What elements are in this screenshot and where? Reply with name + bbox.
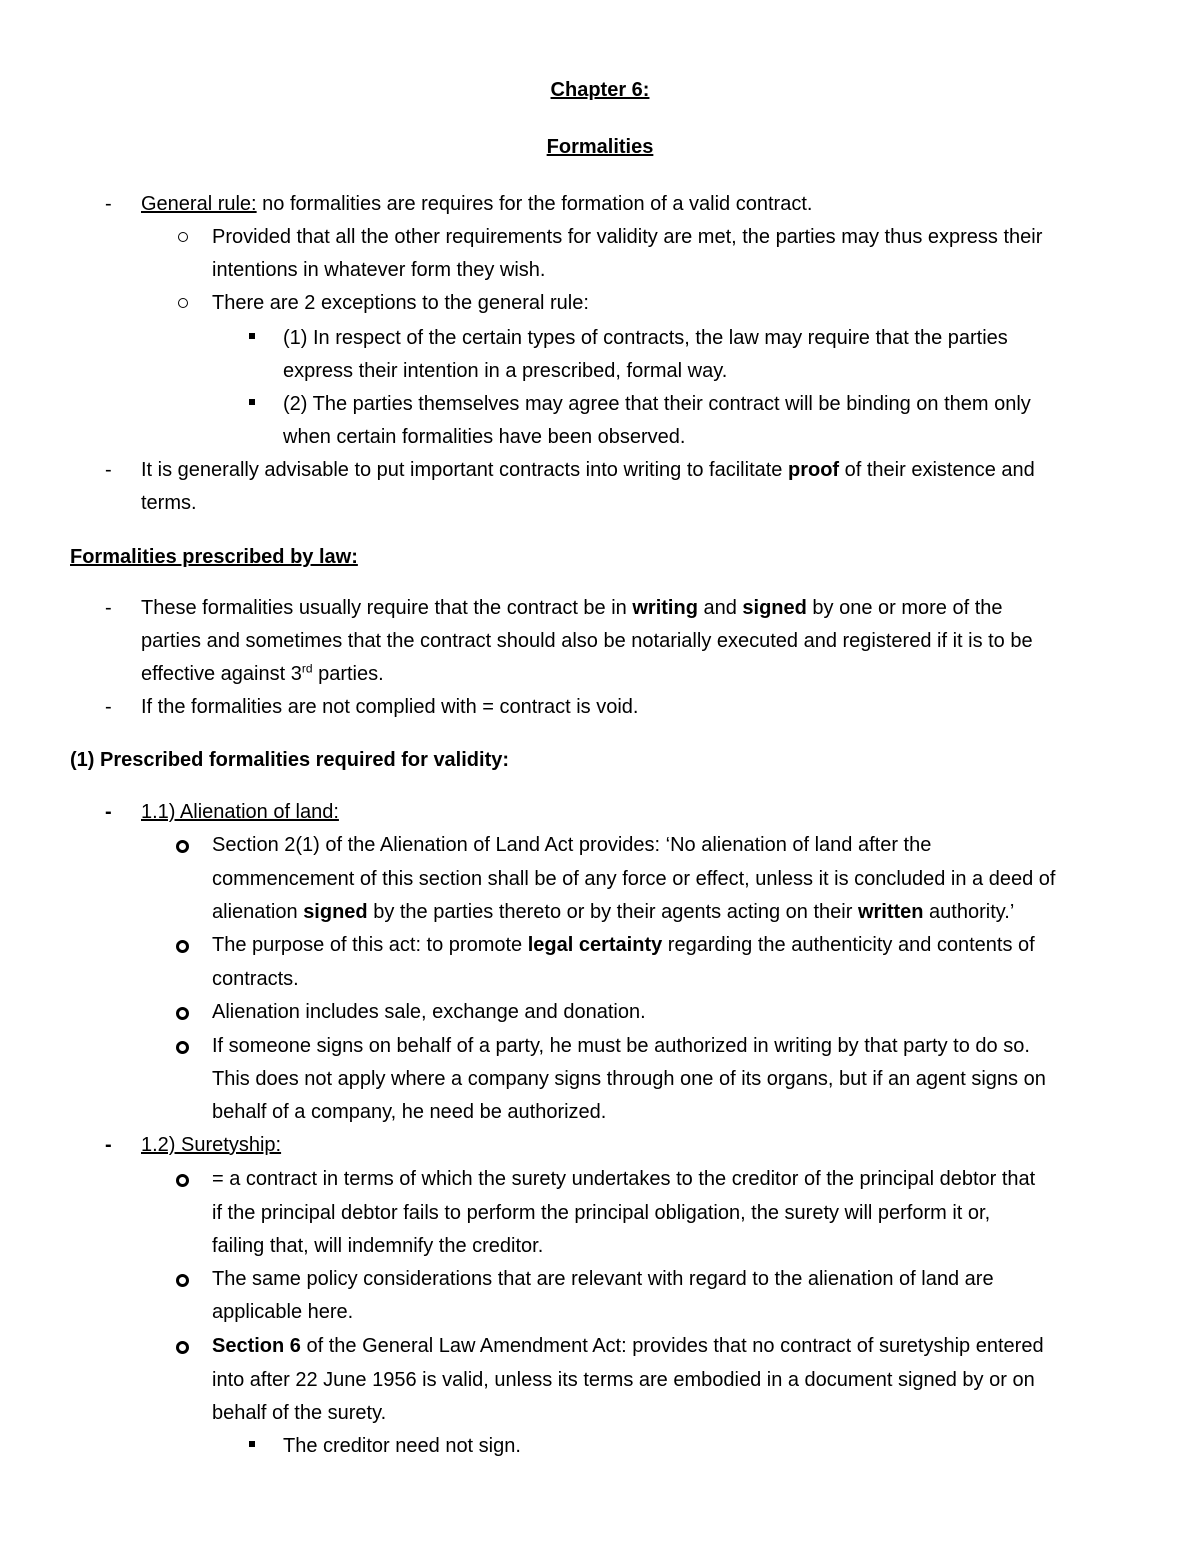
text-line: This does not apply where a company signs through one of its organs, but if an agent signs on <box>212 1068 1046 1090</box>
text-line: Provided that all the other requirements for validity are met, the parties may thus express their <box>212 226 1043 248</box>
text-line: if the principal debtor fails to perform the principal obligation, the surety will perform it or, <box>212 1202 991 1224</box>
text-line: terms. <box>141 492 197 514</box>
square-bullet <box>249 399 255 405</box>
bold-circle-bullet <box>176 1041 189 1054</box>
text-line: parties and sometimes that the contract should also be notarially executed and registered if it is to be <box>141 630 1033 652</box>
bold-circle-bullet <box>176 1274 189 1287</box>
text-line: applicable here. <box>212 1301 354 1323</box>
hollow-circle-bullet <box>178 298 188 308</box>
text-line: intentions in whatever form they wish. <box>212 259 546 281</box>
text-line: There are 2 exceptions to the general rule: <box>212 292 589 314</box>
bold-circle-bullet <box>176 1174 189 1187</box>
bold-circle-bullet <box>176 840 189 853</box>
text-line: into after 22 June 1956 is valid, unless its terms are embodied in a document signed by or on <box>212 1369 1035 1391</box>
text-line: behalf of a company, he need be authorized. <box>212 1101 607 1123</box>
bold-circle-bullet <box>176 1007 189 1020</box>
text-line: contracts. <box>212 968 299 990</box>
text-line: effective against 3rd parties. <box>141 661 384 685</box>
text-line: The purpose of this act: to promote legal certainty regarding the authenticity and contents of <box>212 934 1035 956</box>
square-bullet <box>249 333 255 339</box>
text-line: These formalities usually require that the contract be in writing and signed by one or more of the <box>141 597 1003 619</box>
text-line: express their intention in a prescribed, formal way. <box>283 360 728 382</box>
dash-bullet: - <box>105 1134 112 1156</box>
general-rule-line: General rule: no formalities are requires for the formation of a valid contract. <box>141 193 813 215</box>
text-line: The same policy considerations that are relevant with regard to the alienation of land are <box>212 1268 994 1290</box>
text-line: failing that, will indemnify the creditor. <box>212 1235 544 1257</box>
subsection-label: 1.2) Suretyship: <box>141 1134 282 1156</box>
dash-bullet: - <box>105 696 112 718</box>
bold-circle-bullet <box>176 940 189 953</box>
text-line: Alienation includes sale, exchange and donation. <box>212 1001 646 1023</box>
dash-bullet: - <box>105 597 112 619</box>
text-line: alienation signed by the parties thereto or by their agents acting on their written authority.’ <box>212 901 1015 923</box>
square-bullet <box>249 1441 255 1447</box>
text-line: = a contract in terms of which the surety undertakes to the creditor of the principal debtor that <box>212 1168 1036 1190</box>
hollow-circle-bullet <box>178 232 188 242</box>
bold-circle-bullet <box>176 1341 189 1354</box>
text-line: Section 2(1) of the Alienation of Land Act provides: ‘No alienation of land after the <box>212 834 932 856</box>
chapter-title: Chapter 6: <box>550 79 650 101</box>
text-line: The creditor need not sign. <box>283 1435 521 1457</box>
dash-bullet: - <box>105 193 112 215</box>
text-line: behalf of the surety. <box>212 1402 387 1424</box>
dash-bullet: - <box>105 459 112 481</box>
text-line: It is generally advisable to put important contracts into writing to facilitate proof of their existence and <box>141 459 1035 481</box>
section-heading: (1) Prescribed formalities required for validity: <box>70 749 510 771</box>
chapter-subtitle: Formalities <box>546 136 654 158</box>
dash-bullet: - <box>105 801 112 823</box>
text-line: If the formalities are not complied with = contract is void. <box>141 696 639 718</box>
general-rule-label: General rule: <box>141 193 257 215</box>
subsection-label: 1.1) Alienation of land: <box>141 801 339 823</box>
text-line: (2) The parties themselves may agree that their contract will be binding on them only <box>283 393 1031 415</box>
section-heading: Formalities prescribed by law: <box>70 546 358 568</box>
text-line: (1) In respect of the certain types of contracts, the law may require that the parties <box>283 327 1008 349</box>
text-line: when certain formalities have been observed. <box>283 426 686 448</box>
text-line: Section 6 of the General Law Amendment Act: provides that no contract of suretyship entered <box>212 1335 1044 1357</box>
text-line: If someone signs on behalf of a party, he must be authorized in writing by that party to do so. <box>212 1035 1030 1057</box>
text-line: commencement of this section shall be of any force or effect, unless it is concluded in a deed of <box>212 868 1056 890</box>
